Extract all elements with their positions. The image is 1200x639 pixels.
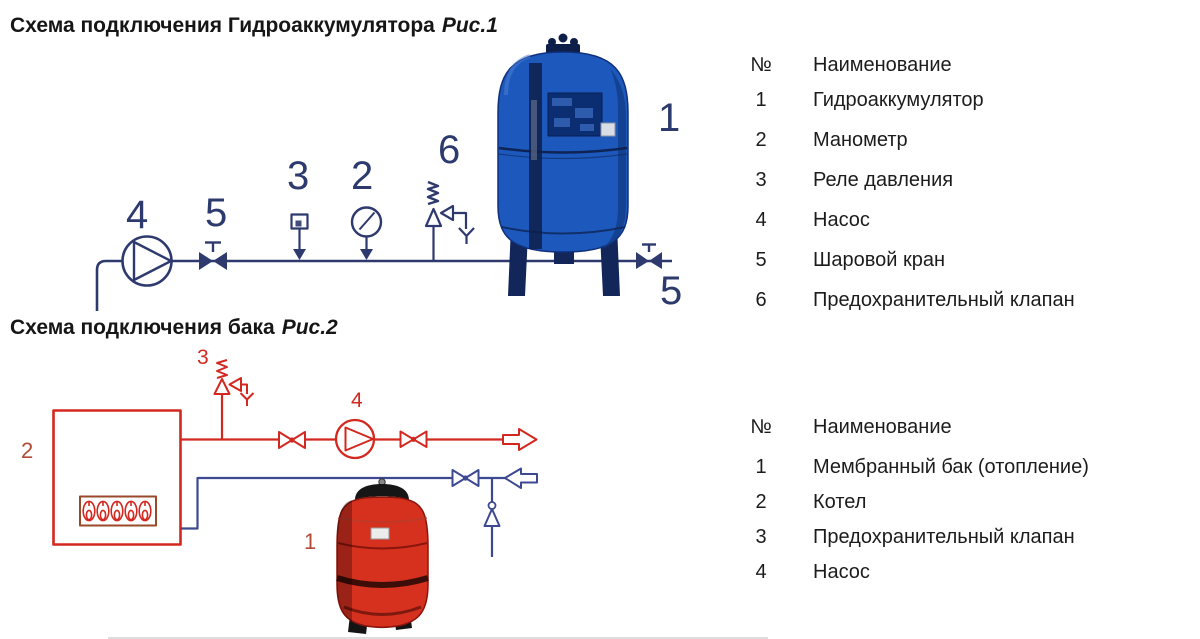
legend-row-number: 5 xyxy=(755,249,767,271)
legend-row-number: 1 xyxy=(755,456,767,478)
legend-row-name: Гидроаккумулятор xyxy=(813,89,984,111)
legend-row-name: Манометр xyxy=(813,129,908,151)
fig2-legend-name-header: Наименование xyxy=(813,416,952,438)
fig1-suction-pipe xyxy=(97,261,123,311)
legend-row-name: Насос xyxy=(813,209,870,231)
fig1-pump-number: 4 xyxy=(126,193,149,237)
legend-row-name: Предохранительный клапан xyxy=(813,289,1075,311)
legend-row xyxy=(746,120,1075,160)
legend-row-name: Насос xyxy=(813,561,870,583)
legend-row-number: 1 xyxy=(755,89,767,111)
fig1-left-valve-symbol xyxy=(199,243,227,271)
legend-row-number: 6 xyxy=(755,289,767,311)
legend-row xyxy=(746,200,1075,240)
legend-row-number: 2 xyxy=(755,491,767,513)
fig2-legend-header xyxy=(746,412,1089,442)
legend-row xyxy=(746,555,1089,590)
legend-row xyxy=(746,240,1075,280)
legend-row-name: Мембранный бак (отопление) xyxy=(813,456,1089,478)
fig1-tank-image xyxy=(498,34,628,297)
legend-row-name: Предохранительный клапан xyxy=(813,526,1075,548)
legend-row xyxy=(746,450,1089,485)
fig1-left-valve-number: 5 xyxy=(205,191,228,235)
figure2-title-text: Схема подключения бака xyxy=(10,316,275,339)
legend-row xyxy=(746,280,1075,320)
fig2-legend-no-header: № xyxy=(750,416,772,438)
legend-row-name: Реле давления xyxy=(813,169,954,191)
fig1-legend-name-header: Наименование xyxy=(813,54,952,76)
fig2-safety-valve-symbol xyxy=(215,360,254,406)
fig2-safety-valve-number: 3 xyxy=(197,346,209,369)
fig1-pressure-relay-symbol xyxy=(292,215,308,261)
fig1-safety-valve-symbol xyxy=(426,182,474,261)
legend-row-number: 3 xyxy=(755,169,767,191)
fig2-tank-number: 1 xyxy=(304,529,317,554)
fig1-diagram xyxy=(97,34,682,314)
fig2-legend xyxy=(746,412,1089,590)
legend-row-number: 3 xyxy=(755,526,767,548)
figure1-title-text: Схема подключения Гидроаккумулятора xyxy=(10,14,435,37)
legend-row-name: Котел xyxy=(813,491,867,513)
fig1-manometer-number: 2 xyxy=(351,154,374,198)
fig2-red-valve-right-symbol xyxy=(401,432,427,448)
legend-row xyxy=(746,485,1089,520)
fig1-pressure-relay-number: 3 xyxy=(287,154,310,198)
legend-row-number: 2 xyxy=(755,129,767,151)
figure1-ref: Рис.1 xyxy=(441,14,498,37)
fig2-pump-symbol xyxy=(336,420,374,458)
fig1-manometer-symbol xyxy=(352,208,381,261)
legend-row xyxy=(746,520,1089,555)
fig2-drain-branch xyxy=(485,478,500,557)
fig1-legend-header xyxy=(746,50,1075,80)
legend-row-number: 4 xyxy=(755,561,767,583)
fig2-diagram xyxy=(21,346,537,634)
fig1-tank-number: 1 xyxy=(658,96,681,140)
fig2-boiler-symbol xyxy=(54,411,181,545)
fig2-tank-image xyxy=(337,479,428,634)
legend-row xyxy=(746,80,1075,120)
legend-row xyxy=(746,160,1075,200)
fig2-blue-valve-symbol xyxy=(453,470,479,486)
fig1-legend-no-header: № xyxy=(750,54,772,76)
fig2-pump-number: 4 xyxy=(351,389,363,412)
fig1-pump-symbol xyxy=(123,237,172,286)
fig1-right-valve-symbol xyxy=(636,245,662,270)
legend-row-name: Шаровой кран xyxy=(813,249,945,271)
figure2-ref: Рис.2 xyxy=(281,316,338,339)
fig1-right-valve-number: 5 xyxy=(660,269,683,313)
fig2-flow-out-arrow xyxy=(503,429,537,450)
fig1-legend xyxy=(746,50,1075,320)
fig1-safety-valve-number: 6 xyxy=(438,128,461,172)
fig2-flow-in-arrow xyxy=(505,469,537,489)
legend-row-number: 4 xyxy=(755,209,767,231)
fig2-red-valve-left-symbol xyxy=(279,432,305,448)
fig2-boiler-number: 2 xyxy=(21,438,34,463)
